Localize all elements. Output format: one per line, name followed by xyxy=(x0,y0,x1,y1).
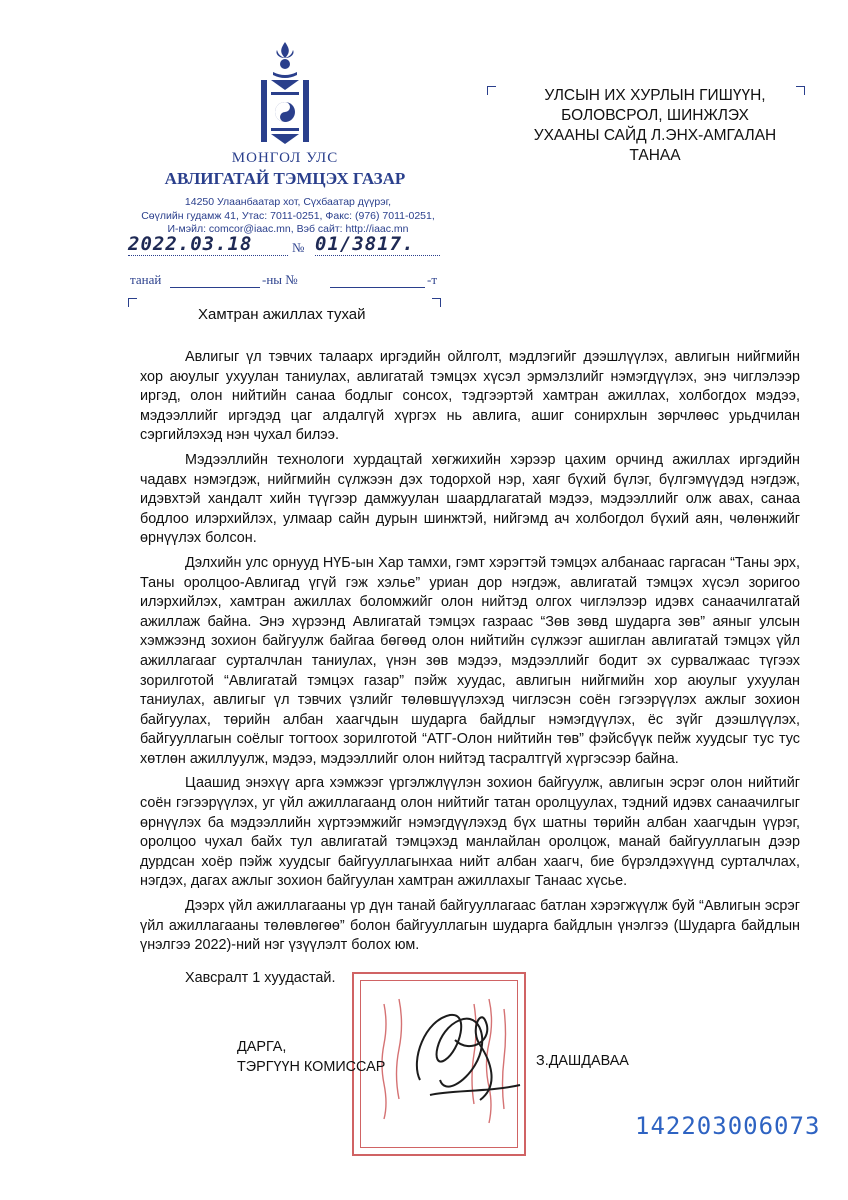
address-line: И-мэйл: comcor@iaac.mn, Вэб сайт: http://iaac.mn xyxy=(167,223,409,235)
letterhead-org-name: АВЛИГАТАЙ ТЭМЦЭХ ГАЗАР xyxy=(164,169,406,188)
letter-subject: Хамтран ажиллах тухай xyxy=(198,306,366,323)
corner-mark xyxy=(432,298,441,307)
signer-title-line: ТЭРГҮҮН КОМИССАР xyxy=(237,1059,386,1075)
soyombo-emblem-icon xyxy=(255,40,315,150)
addressee-block xyxy=(510,86,800,166)
signature-icon xyxy=(400,1000,540,1110)
body-paragraph: Дээрх үйл ажиллагааны үр дүн танай байгууллагаас батлан хэрэгжүүлж буй “Авлигын эсрэг үйл ажиллагааны төлөвлөгөө” болон байгууллагын шударга байдлын үнэлгээ (Шударга байдлын үнэлгээ 2022)-ний нэг үзүүлэлт болох юм. xyxy=(140,898,800,954)
signer-title-line: ДАРГА, xyxy=(237,1039,287,1055)
address-line: 14250 Улаанбаатар хот, Сүхбаатар дүүрэг, xyxy=(184,196,392,208)
body-paragraph: Авлигыг үл тэвчих талаарх иргэдийн ойлголт, мэдлэгийг дээшлүүлэх, авлигын нийгмийн хор аюулыг ухуулан таниулах, авлигатай тэмцэх хүсэл эрмэлзлийг нэмэгдүүлэх, энэ чиглэлээр иргэд, олон нийтийн санаа бодлыг сонсох, тэдгээртэй хамтран ажиллах, холбогдох мэдээ, мэдээллийг иргэдэд цаг алдалгүй хүргэх нь авлига, ашиг сонирхлын зөрчлөөс урьдчилан сэргийлэхэд нэн чухал билээ. xyxy=(140,349,800,444)
letter-body xyxy=(140,348,800,961)
addressee-line: УХААНЫ САЙД Л.ЭНХ-АМГАЛАН xyxy=(533,127,777,144)
body-paragraph: Дэлхийн улс орнууд НҮБ-ын Хар тамхи, гэмт хэрэгтэй тэмцэх албанаас гаргасан “Таны эрх, Таны оролцоо-Авлигад үгүй гэж хэлье” уриан дор нэгдэж, авлигатай тэмцэх хүсэл зоригоо илэрхийлэх, хамтран ажиллах боломжийг олон нийтэд олгох чиглэлээр идэвх санаачилгатай ажиллаж байна. Энэ хүрээнд Авлигатай тэмцэх газраас “Зөв зөвд шударга зөв” аяныг улсын хэмжээнд зохион байгуулж байгаа бөгөөд олон нийтийн сүлжээг ашиглан авлигатай тэмцэх үйл ажиллагааг сурталчлан таниулах, үнэн зөв мэдээ, мэдээллийг бодит эх сурвалжаас түгээх зорилготой “Авлигатай тэмцэх газар” пэйж хуудас, авлигын нийгмийн хор аюулыг ухуулан таниулах, авлигыг үл тэвчих үзлийг төлөвшүүлэхэд чиглэсэн соён гэгээрүүлэх ажлыг зохион байгуулах, төрийн албан хаагчдын шударга байдлыг нэмэгдүүлэх, ёс зүйг дээшлүүлэх, байгууллагын соёлыг тогтоох зорилготой “АТГ-Олон нийтийн төв” фэйсбүүк пейж хуудсыг тус тус хөтлөн ажиллуулж, мэдээ, мэдээллийг олон нийтэд тасралтгүй хүргэсээр байна. xyxy=(140,554,800,767)
corner-mark xyxy=(487,86,496,95)
reply-label-yours: танай xyxy=(130,272,162,287)
addressee-line: УЛСЫН ИХ ХУРЛЫН ГИШҮҮН, xyxy=(544,87,766,104)
addressee-line: БОЛОВСРОЛ, ШИНЖЛЭХ xyxy=(561,107,749,124)
handwritten-number: 01/3817. xyxy=(315,233,440,256)
reply-number-blank xyxy=(330,287,425,288)
body-paragraph: Мэдээллийн технологи хурдацтай хөгжихийн хэрээр цахим орчинд ажиллах иргэдийн чадавх нэмэгдэж, нийгмийн сүлжээн дэх тодорхой нэр, хаяг бүхий бүлэг, бүлгэмүүдэд нэгдэж, идэвхтэй хандалт хийн түүгээр дамжуулан шаардлагатай мэдээ, мэдээллийг олж авах, санаа бодлоо илэрхийлэх, улмаар сайн дурын шинжтэй, нийгэмд ач холбогдол бүхий аян, чөлөнжийг өрнүүлэх болсон. xyxy=(140,451,800,547)
number-label: № xyxy=(292,240,305,255)
address-line: Сөүлийн гудамж 41, Утас: 7011-0251, Факс: (976) 7011-0251, xyxy=(141,209,435,222)
handwritten-date: 2022.03.18 xyxy=(128,233,288,256)
letterhead-country: МОНГОЛ УЛС xyxy=(231,150,339,166)
signer-title xyxy=(237,1037,385,1077)
reply-label-to: -т xyxy=(427,272,438,287)
corner-mark xyxy=(128,298,137,307)
addressee-line: ТАНАА xyxy=(629,147,681,164)
registration-number: 142203006073 xyxy=(635,1112,821,1140)
reply-label-number: -ны № xyxy=(262,272,298,287)
body-paragraph: Цаашид энэхүү арга хэмжээг үргэлжлүүлэн зохион байгуулж, авлигын эсрэг олон нийтийг соён гэгээрүүлэх, уг үйл ажиллагаанд олон нийтийг татан оролцуулах, тэдний идэвх санаачилгыг өрнүүлэх ба мэдээллийн хүртээмжийг нэмэгдүүлэхэд бүх шатны төрийн албан хаагчдын үүрэг, оролцоо чухал байх тул авлигатай тэмцэхэд манлайлан оролцож, манай байгууллагын дээр дурдсан хоёр пэйж хуудсыг байгууллагынхаа нийт албан хаагч, бие бүрэлдэхүүнд сурталчлах, нэгдэх, дагах ажлыг зохион байгуулан хамтран ажиллахыг Танаас хүсье. xyxy=(140,775,800,890)
attachment-note: Хавсралт 1 хуудастай. xyxy=(185,970,336,986)
reply-date-blank xyxy=(170,287,260,288)
letterhead-address xyxy=(118,196,458,237)
signer-name: З.ДАШДАВАА xyxy=(536,1053,629,1069)
